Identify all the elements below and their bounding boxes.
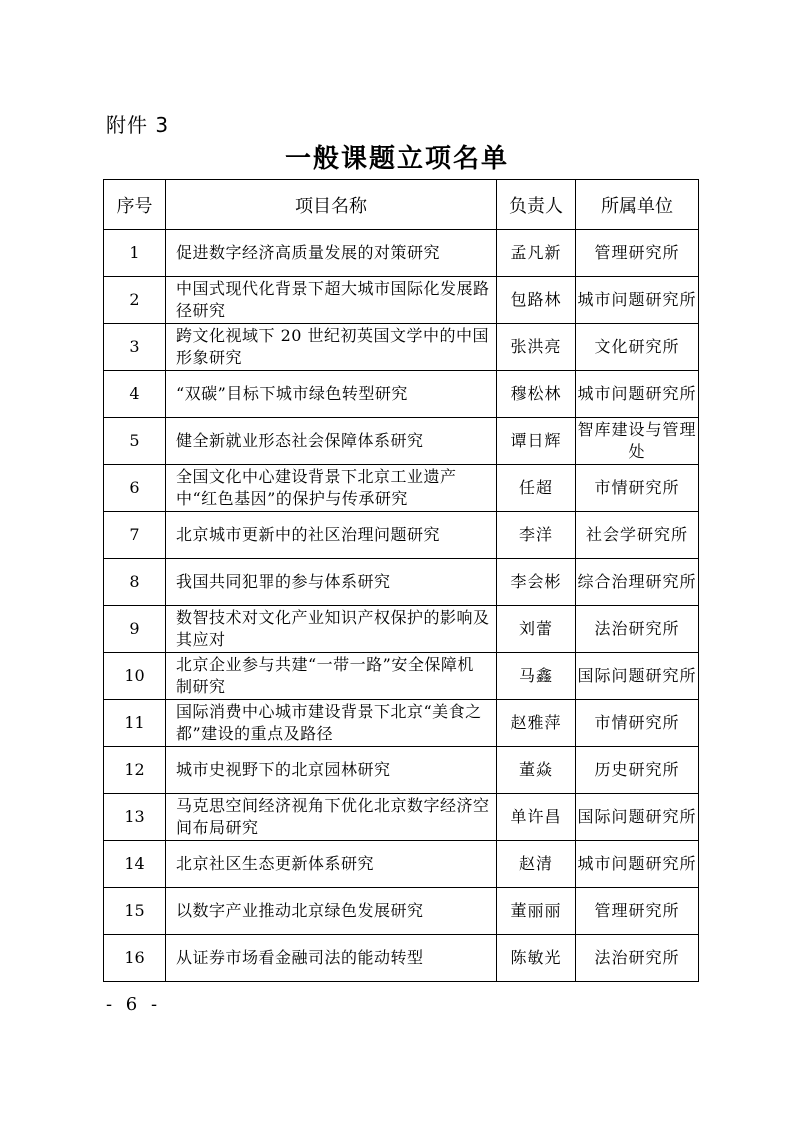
cell-unit: 城市问题研究所 <box>576 277 699 324</box>
cell-name: 城市史视野下的北京园林研究 <box>166 747 497 794</box>
cell-unit: 管理研究所 <box>576 230 699 277</box>
cell-leader: 谭日辉 <box>497 418 576 465</box>
cell-leader: 赵清 <box>497 841 576 888</box>
page-number: - 6 - <box>106 994 162 1015</box>
page-title: 一般课题立项名单 <box>284 144 509 174</box>
table-row <box>104 277 699 324</box>
table-row <box>104 230 699 277</box>
cell-no: 4 <box>104 371 166 418</box>
cell-no: 12 <box>104 747 166 794</box>
cell-name: 数智技术对文化产业知识产权保护的影响及其应对 <box>166 606 497 653</box>
cell-name: 北京社区生态更新体系研究 <box>166 841 497 888</box>
cell-unit: 法治研究所 <box>576 606 699 653</box>
cell-leader: 单许昌 <box>497 794 576 841</box>
table-row <box>104 888 699 935</box>
cell-name: 北京城市更新中的社区治理问题研究 <box>166 512 497 559</box>
cell-unit: 文化研究所 <box>576 324 699 371</box>
cell-no: 9 <box>104 606 166 653</box>
cell-name: 以数字产业推动北京绿色发展研究 <box>166 888 497 935</box>
table-row <box>104 371 699 418</box>
cell-name: 马克思空间经济视角下优化北京数字经济空间布局研究 <box>166 794 497 841</box>
cell-no: 16 <box>104 935 166 982</box>
cell-name: 北京企业参与共建“一带一路”安全保障机制研究 <box>166 653 497 700</box>
cell-unit: 管理研究所 <box>576 888 699 935</box>
cell-leader: 李会彬 <box>497 559 576 606</box>
cell-leader: 李洋 <box>497 512 576 559</box>
cell-no: 6 <box>104 465 166 512</box>
cell-leader: 包路林 <box>497 277 576 324</box>
cell-no: 7 <box>104 512 166 559</box>
cell-unit: 城市问题研究所 <box>576 371 699 418</box>
cell-leader: 孟凡新 <box>497 230 576 277</box>
header-name: 项目名称 <box>166 180 497 230</box>
cell-name: “双碳”目标下城市绿色转型研究 <box>166 371 497 418</box>
table-row <box>104 465 699 512</box>
table-row <box>104 935 699 982</box>
cell-unit: 国际问题研究所 <box>576 794 699 841</box>
cell-leader: 陈敏光 <box>497 935 576 982</box>
cell-unit: 市情研究所 <box>576 465 699 512</box>
cell-no: 2 <box>104 277 166 324</box>
cell-leader: 董丽丽 <box>497 888 576 935</box>
cell-no: 15 <box>104 888 166 935</box>
table-row <box>104 512 699 559</box>
cell-no: 5 <box>104 418 166 465</box>
cell-no: 11 <box>104 700 166 747</box>
cell-unit: 智库建设与管理处 <box>576 418 699 465</box>
cell-no: 10 <box>104 653 166 700</box>
cell-unit: 综合治理研究所 <box>576 559 699 606</box>
cell-leader: 董焱 <box>497 747 576 794</box>
cell-no: 14 <box>104 841 166 888</box>
header-unit: 所属单位 <box>576 180 699 230</box>
cell-name: 中国式现代化背景下超大城市国际化发展路径研究 <box>166 277 497 324</box>
table-row <box>104 747 699 794</box>
cell-no: 3 <box>104 324 166 371</box>
cell-name: 从证券市场看金融司法的能动转型 <box>166 935 497 982</box>
table-row <box>104 794 699 841</box>
cell-name: 我国共同犯罪的参与体系研究 <box>166 559 497 606</box>
header-no: 序号 <box>104 180 166 230</box>
cell-unit: 法治研究所 <box>576 935 699 982</box>
table-row <box>104 324 699 371</box>
cell-leader: 穆松林 <box>497 371 576 418</box>
attachment-label: 附件 3 <box>106 113 170 137</box>
cell-unit: 历史研究所 <box>576 747 699 794</box>
table-row <box>104 559 699 606</box>
cell-unit: 国际问题研究所 <box>576 653 699 700</box>
table-row <box>104 418 699 465</box>
cell-name: 健全新就业形态社会保障体系研究 <box>166 418 497 465</box>
cell-unit: 社会学研究所 <box>576 512 699 559</box>
header-leader: 负责人 <box>497 180 576 230</box>
table-row <box>104 606 699 653</box>
cell-name: 促进数字经济高质量发展的对策研究 <box>166 230 497 277</box>
cell-no: 8 <box>104 559 166 606</box>
cell-no: 13 <box>104 794 166 841</box>
table-header-row <box>104 180 699 230</box>
cell-leader: 马鑫 <box>497 653 576 700</box>
cell-unit: 市情研究所 <box>576 700 699 747</box>
cell-leader: 任超 <box>497 465 576 512</box>
table-row <box>104 653 699 700</box>
table-row <box>104 841 699 888</box>
cell-leader: 刘蕾 <box>497 606 576 653</box>
table-row <box>104 700 699 747</box>
cell-leader: 赵雅萍 <box>497 700 576 747</box>
cell-name: 跨文化视域下 20 世纪初英国文学中的中国形象研究 <box>166 324 497 371</box>
project-table <box>103 179 699 982</box>
cell-name: 国际消费中心城市建设背景下北京“美食之都”建设的重点及路径 <box>166 700 497 747</box>
cell-no: 1 <box>104 230 166 277</box>
cell-unit: 城市问题研究所 <box>576 841 699 888</box>
cell-name: 全国文化中心建设背景下北京工业遗产中“红色基因”的保护与传承研究 <box>166 465 497 512</box>
cell-leader: 张洪亮 <box>497 324 576 371</box>
